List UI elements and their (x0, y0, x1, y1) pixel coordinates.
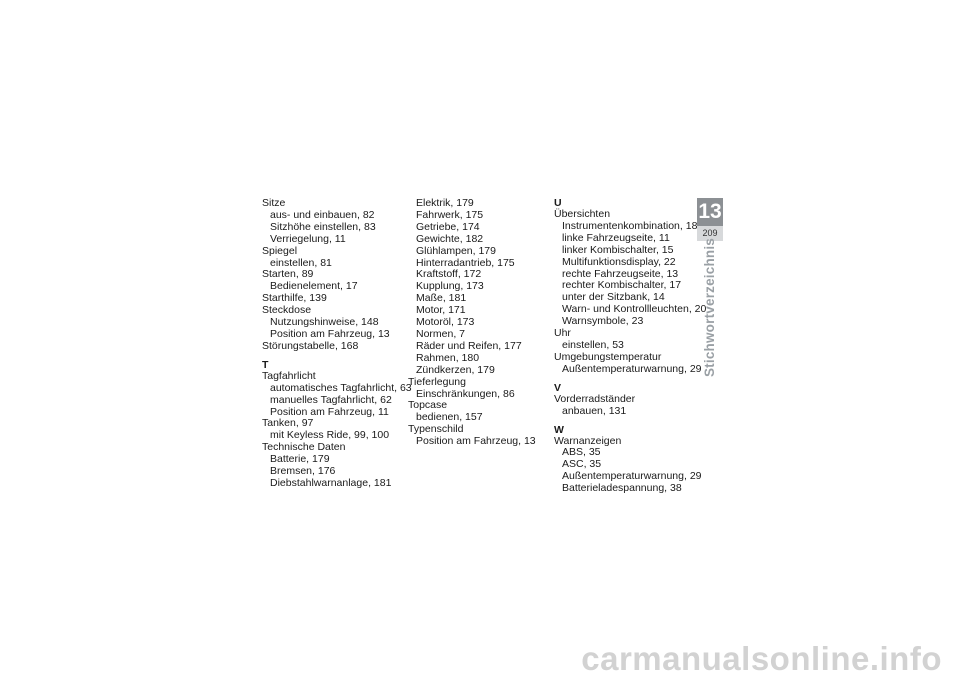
index-subentry: Diebstahlwarnanlage, 181 (270, 476, 392, 489)
index-entry: Topcase (408, 399, 448, 412)
index-entry: Vorderradständer (554, 392, 636, 405)
index-subentry: Hinterradantrieb, 175 (416, 256, 515, 269)
index-subentry: linke Fahrzeugseite, 11 (562, 231, 670, 244)
index-entry: Störungstabelle, 168 (262, 339, 359, 352)
watermark: carmanualsonline.info (581, 640, 942, 677)
index-column-1 (262, 197, 412, 490)
index-entry: Warnanzeigen (554, 434, 622, 447)
index-subentry: Bremsen, 176 (270, 465, 336, 478)
index-subentry: unter der Sitzbank, 14 (562, 291, 665, 304)
index-letter-heading: V (554, 381, 562, 394)
index-entry: Tieferlegung (408, 375, 466, 388)
chapter-number: 13 (698, 200, 722, 223)
index-entry: Tanken, 97 (262, 417, 314, 430)
index-subentry: automatisches Tagfahrlicht, 63 (270, 381, 412, 394)
index-subentry: Nutzungshinweise, 148 (270, 316, 379, 329)
index-subentry: Kraftstoff, 172 (416, 268, 482, 281)
index-entry: Spiegel (262, 244, 298, 257)
index-subentry: Instrumentenkombination, 18 (562, 219, 698, 232)
chapter-title: Stichwortverzeichnis (702, 237, 718, 377)
index-subentry: Sitzhöhe einstellen, 83 (270, 220, 376, 233)
index-subentry: Glühlampen, 179 (416, 244, 496, 257)
index-subentry: ASC, 35 (562, 458, 602, 471)
index-subentry: einstellen, 53 (562, 338, 624, 351)
index-subentry: Maße, 181 (416, 292, 467, 305)
index-entry: Typenschild (408, 423, 464, 436)
index-entry: Uhr (554, 327, 571, 340)
index-entry: Starten, 89 (262, 268, 314, 281)
index-subentry: mit Keyless Ride, 99, 100 (270, 429, 390, 442)
index-subentry: Position am Fahrzeug, 11 (270, 405, 389, 418)
index-subentry: Motor, 171 (416, 304, 466, 317)
index-letter-heading: U (554, 197, 562, 209)
index-subentry: Warn- und Kontrollleuchten, 20 (562, 303, 707, 316)
index-subentry: Kupplung, 173 (416, 280, 484, 293)
index-subentry: Bedienelement, 17 (270, 280, 358, 293)
index-letter-heading: T (262, 358, 269, 371)
index-entry: Starthilfe, 139 (262, 292, 327, 305)
index-column-2 (408, 198, 548, 448)
index-entry: Tagfahrlicht (262, 369, 316, 382)
index-column-3 (554, 197, 707, 495)
index-subentry: Räder und Reifen, 177 (416, 339, 522, 352)
index-entry: Umgebungstemperatur (554, 350, 662, 363)
index-letter-heading: W (554, 423, 564, 436)
index-subentry: anbauen, 131 (562, 404, 627, 417)
index-subentry: Batterie, 179 (270, 453, 330, 466)
index-subentry: Zündkerzen, 179 (416, 363, 495, 376)
index-subentry: Multifunktionsdisplay, 22 (562, 255, 676, 268)
index-subentry: Getriebe, 174 (416, 220, 480, 233)
index-subentry: linker Kombischalter, 15 (562, 243, 674, 256)
index-subentry: Einschränkungen, 86 (416, 387, 515, 400)
index-subentry: ABS, 35 (562, 446, 601, 459)
index-subentry: Außentemperaturwarnung, 29 (562, 362, 702, 375)
index-entry: Steckdose (262, 304, 312, 317)
index-entry: Übersichten (554, 208, 611, 220)
index-subentry: Verriegelung, 11 (270, 232, 346, 245)
index-entry: Sitze (262, 197, 286, 209)
index-subentry: manuelles Tagfahrlicht, 62 (270, 393, 392, 406)
index-subentry: Außentemperaturwarnung, 29 (562, 470, 702, 483)
index-subentry: bedienen, 157 (416, 411, 483, 424)
index-subentry: Rahmen, 180 (416, 351, 480, 364)
index-entry: Technische Daten (262, 441, 346, 454)
index-subentry: Fahrwerk, 175 (416, 208, 484, 221)
index-subentry: Motoröl, 173 (416, 316, 475, 329)
chapter-title-vertical (697, 237, 723, 377)
index-subentry: rechte Fahrzeugseite, 13 (562, 267, 679, 280)
page-number: 209 (697, 226, 723, 241)
index-subentry: aus- und einbauen, 82 (270, 208, 375, 221)
index-subentry: Warnsymbole, 23 (562, 315, 644, 328)
index-subentry: Elektrik, 179 (416, 197, 474, 209)
chapter-tab (697, 198, 723, 241)
index-subentry: Gewichte, 182 (416, 232, 484, 245)
index-subentry: Normen, 7 (416, 327, 466, 340)
index-subentry: rechter Kombischalter, 17 (562, 279, 682, 292)
index-subentry: Position am Fahrzeug, 13 (270, 327, 390, 340)
index-subentry: einstellen, 81 (270, 256, 332, 269)
index-subentry: Position am Fahrzeug, 13 (416, 435, 536, 448)
index-subentry: Batterieladespannung, 38 (562, 482, 682, 495)
